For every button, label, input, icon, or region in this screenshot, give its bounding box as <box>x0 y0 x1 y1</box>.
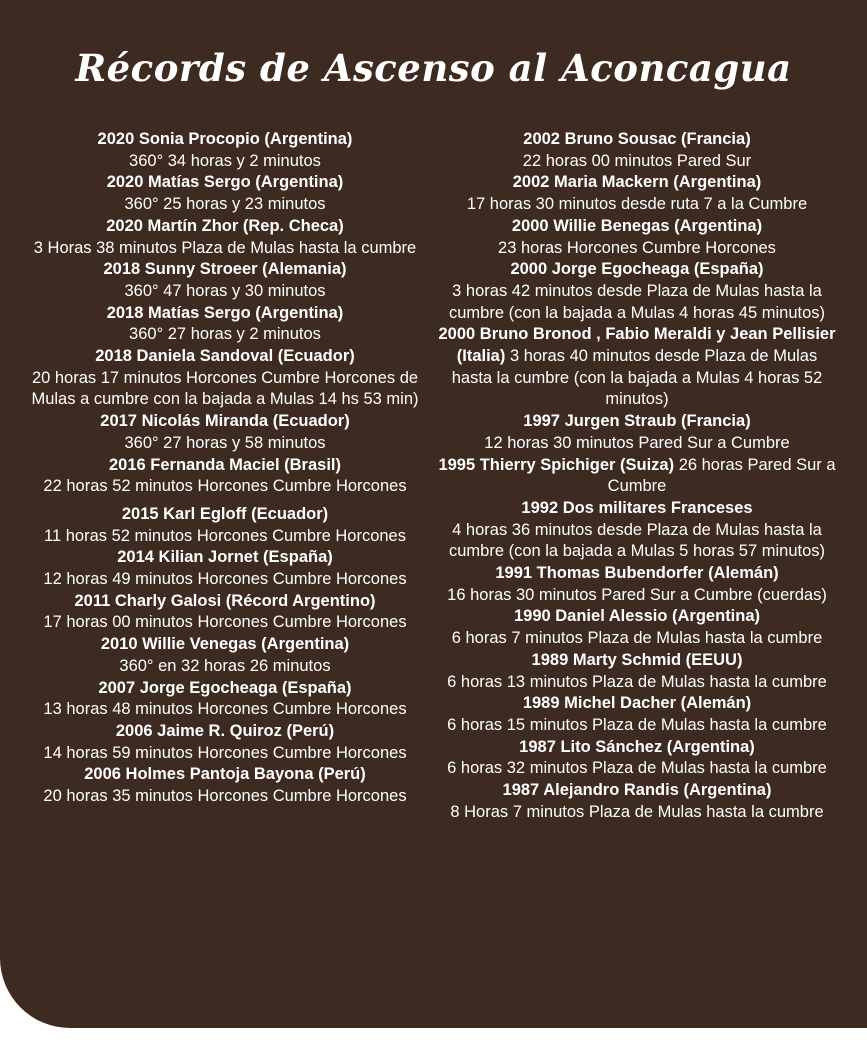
record-heading: 2010 Willie Venegas (Argentina) <box>100 635 350 654</box>
record-detail: 26 horas Pared Sur a Cumbre <box>607 455 836 496</box>
record-entry <box>436 737 838 780</box>
record-entry <box>436 129 838 172</box>
record-heading: 2007 Jorge Egocheaga (España) <box>98 678 352 697</box>
record-entry <box>436 216 838 259</box>
record-detail: 12 horas 30 minutos Pared Sur a Cumbre <box>484 433 790 452</box>
record-heading: 1989 Marty Schmid (EEUU) <box>531 650 743 669</box>
record-heading: 1992 Dos militares Franceses <box>521 498 753 517</box>
record-heading: 2020 Matías Sergo (Argentina) <box>106 173 344 192</box>
record-detail: 3 horas 42 minutos desde Plaza de Mulas hasta la cumbre (con la bajada a Mulas 4 horas 45 minutos) <box>448 281 826 322</box>
record-detail: 360° 34 horas y 2 minutos <box>129 151 321 170</box>
record-detail: 16 horas 30 minutos Pared Sur a Cumbre (cuerdas) <box>447 585 827 604</box>
page-title: Récords de Ascenso al Aconcagua <box>75 46 792 90</box>
record-heading: 2018 Matías Sergo (Argentina) <box>106 303 344 322</box>
record-entry <box>436 172 838 215</box>
record-detail: 360° 47 horas y 30 minutos <box>124 281 326 300</box>
record-heading: 1991 Thomas Bubendorfer (Alemán) <box>495 564 779 583</box>
record-heading: 1997 Jurgen Straub (Francia) <box>523 412 751 431</box>
record-entry <box>28 504 422 547</box>
record-heading: 2018 Daniela Sandoval (Ecuador) <box>95 347 355 366</box>
record-detail: 360° en 32 horas 26 minutos <box>119 656 331 675</box>
record-entry <box>28 634 422 677</box>
record-entry <box>28 172 422 215</box>
record-heading: 2015 Karl Egloff (Ecuador) <box>121 504 329 523</box>
record-detail: 20 horas 17 minutos Horcones Cumbre Horcones de Mulas a cumbre con la bajada a Mulas 14 hs 53 min) <box>31 368 419 409</box>
record-heading: 1990 Daniel Alessio (Argentina) <box>513 607 761 626</box>
record-detail: 6 horas 7 minutos Plaza de Mulas hasta la cumbre <box>451 629 823 648</box>
record-entry <box>436 259 838 324</box>
record-detail: 6 horas 32 minutos Plaza de Mulas hasta la cumbre <box>447 759 827 778</box>
record-entry <box>28 346 422 411</box>
record-entry <box>436 411 838 454</box>
record-heading: 1989 Michel Dacher (Alemán) <box>522 694 752 713</box>
record-entry <box>436 693 838 736</box>
record-heading: 2000 Willie Benegas (Argentina) <box>511 216 763 235</box>
record-detail: 22 horas 52 minutos Horcones Cumbre Horcones <box>43 477 407 496</box>
record-detail: 360° 27 horas y 2 minutos <box>129 325 321 344</box>
record-detail: 8 Horas 7 minutos Plaza de Mulas hasta la cumbre <box>450 802 824 821</box>
record-heading: 2002 Maria Mackern (Argentina) <box>512 173 762 192</box>
record-heading: 2017 Nicolás Miranda (Ecuador) <box>100 412 350 431</box>
record-entry <box>28 129 422 172</box>
record-entry <box>436 650 838 693</box>
record-entry <box>436 455 838 498</box>
record-heading: 2000 Bruno Bronod , Fabio Meraldi y Jean Pellisier (Italia) <box>438 325 836 366</box>
record-entry <box>28 764 422 807</box>
records-column-left <box>28 129 422 808</box>
record-entry <box>436 606 838 649</box>
record-entry <box>28 259 422 302</box>
record-entry <box>28 547 422 590</box>
record-entry <box>436 563 838 606</box>
record-entry <box>28 678 422 721</box>
record-detail: 6 horas 13 minutos Plaza de Mulas hasta la cumbre <box>447 672 827 691</box>
record-detail: 13 horas 48 minutos Horcones Cumbre Horcones <box>43 700 407 719</box>
record-entry <box>28 216 422 259</box>
record-heading: 2000 Jorge Egocheaga (España) <box>510 260 764 279</box>
record-heading: 2006 Jaime R. Quiroz (Perú) <box>115 721 335 740</box>
record-detail: 360° 25 horas y 23 minutos <box>124 195 326 214</box>
record-entry <box>436 498 838 563</box>
record-detail: 3 Horas 38 minutos Plaza de Mulas hasta la cumbre <box>33 238 417 257</box>
record-heading: 2018 Sunny Stroeer (Alemania) <box>103 260 347 279</box>
record-detail: 6 horas 15 minutos Plaza de Mulas hasta la cumbre <box>447 715 827 734</box>
record-detail: 17 horas 00 minutos Horcones Cumbre Horcones <box>43 613 407 632</box>
record-heading: 1987 Lito Sánchez (Argentina) <box>519 737 755 756</box>
record-heading: 1995 Thierry Spichiger (Suiza) <box>438 455 675 474</box>
record-entry <box>28 591 422 634</box>
record-detail: 14 horas 59 minutos Horcones Cumbre Horcones <box>43 743 407 762</box>
record-heading: 2020 Sonia Procopio (Argentina) <box>97 130 353 148</box>
record-detail: 3 horas 40 minutos desde Plaza de Mulas hasta la cumbre (con la bajada a Mulas 4 horas 52 minutos) <box>451 347 823 409</box>
record-detail: 360° 27 horas y 58 minutos <box>124 433 326 452</box>
record-entry <box>28 411 422 454</box>
records-column-right <box>436 129 838 824</box>
record-entry <box>28 721 422 764</box>
record-heading: 2016 Fernanda Maciel (Brasil) <box>108 455 341 474</box>
record-heading: 1987 Alejandro Randis (Argentina) <box>502 781 772 800</box>
record-heading: 2014 Kilian Jornet (España) <box>117 548 333 567</box>
record-entry <box>436 324 838 411</box>
record-detail: 17 horas 30 minutos desde ruta 7 a la Cumbre <box>466 195 808 214</box>
record-detail: 12 horas 49 minutos Horcones Cumbre Horcones <box>43 570 407 589</box>
record-heading: 2006 Holmes Pantoja Bayona (Perú) <box>84 765 366 784</box>
record-entry <box>436 780 838 823</box>
record-detail: 4 horas 36 minutos desde Plaza de Mulas hasta la cumbre (con la bajada a Mulas 5 horas 57 minutos) <box>448 520 826 561</box>
record-detail: 23 horas Horcones Cumbre Horcones <box>498 238 776 257</box>
record-entry <box>28 303 422 346</box>
record-detail: 20 horas 35 minutos Horcones Cumbre Horcones <box>43 787 407 806</box>
record-detail: 11 horas 52 minutos Horcones Cumbre Horcones <box>44 526 406 545</box>
record-heading: 2002 Bruno Sousac (Francia) <box>523 130 751 148</box>
record-heading: 2020 Martín Zhor (Rep. Checa) <box>106 216 344 235</box>
record-heading: 2011 Charly Galosi (Récord Argentino) <box>74 591 376 610</box>
record-entry <box>28 455 422 498</box>
record-detail: 22 horas 00 minutos Pared Sur <box>522 151 752 170</box>
